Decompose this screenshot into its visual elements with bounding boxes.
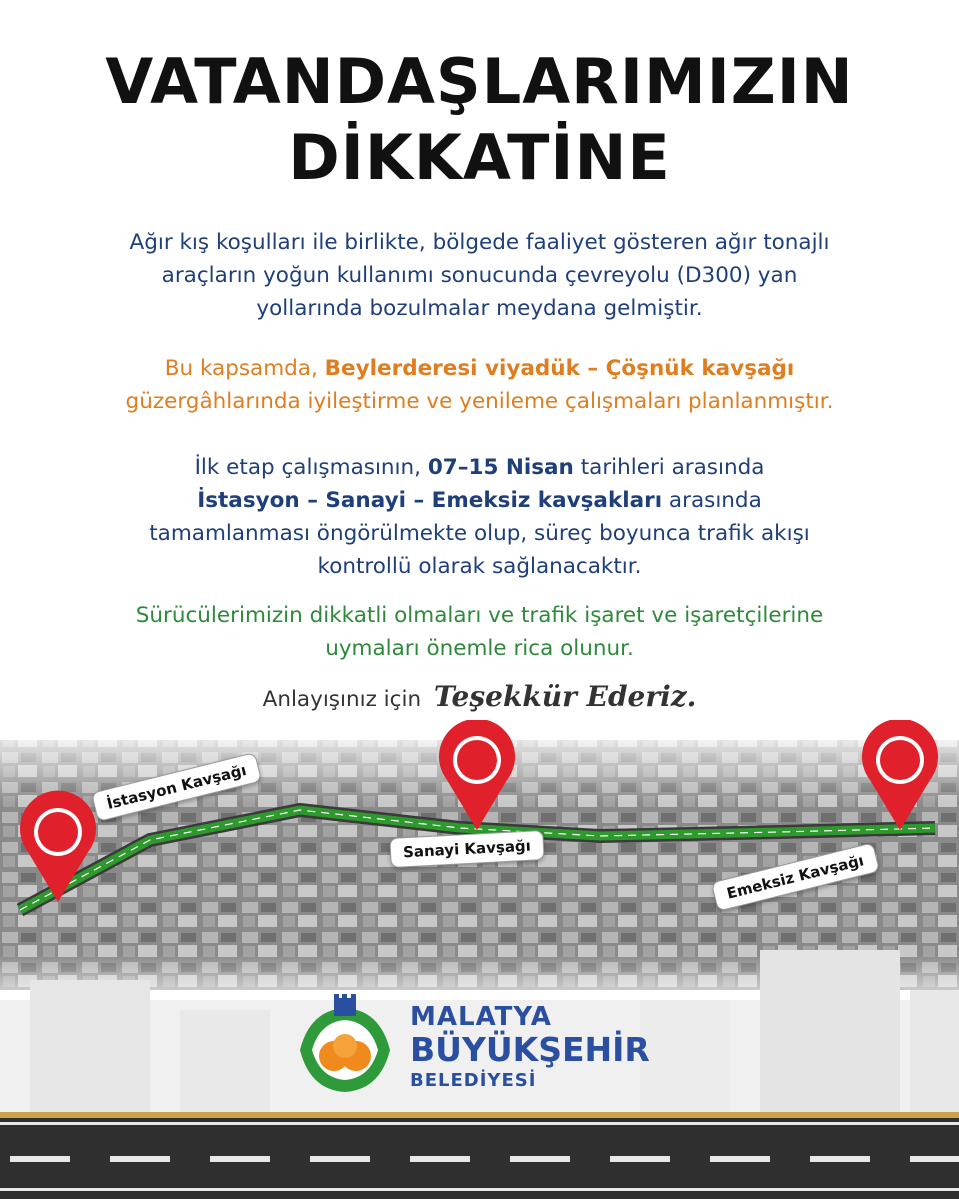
paragraph-line: uymaları önemle rica olunur. [325,636,634,661]
paragraph-text: tarihleri arasında [573,455,765,480]
paragraph-line: kontrollü olarak sağlanacaktır. [317,554,642,579]
paragraph-line: yollarında bozulmalar meydana gelmiştir. [256,296,703,321]
paragraph-text: arasında [662,488,762,513]
paragraph-scope [60,352,899,418]
pin-label-sanayi: Sanayi Kavşağı [389,830,544,868]
paragraph-line: Sürücülerimizin dikkatli olmaları ve trafik işaret ve işaretçilerine [135,603,824,628]
headline-line-2: DİKKATİNE [288,121,671,194]
pin-label-emeksiz: Emeksiz Kavşağı [711,842,880,911]
logo-text-sub: BELEDİYESİ [410,1070,537,1091]
logo-text-main: BÜYÜKŞEHİR [410,1030,650,1069]
logo-emblem-icon [290,990,400,1100]
junctions-highlight: İstasyon – Sanayi – Emeksiz kavşakları [197,488,663,513]
thanks-prefix: Anlayışınız için [262,687,422,712]
paragraph-line [60,352,899,385]
route-highlight: Beylerderesi viyadük – Çöşnük kavşağı [324,356,795,381]
pin-label-istasyon: İstasyon Kavşağı [91,752,262,822]
paragraph-line [60,484,899,517]
municipality-logo [290,990,670,1100]
paragraph-warning [60,599,899,665]
paragraph-schedule [60,451,899,583]
logo-text-city: MALATYA [410,1002,552,1032]
paragraph-text: İlk etap çalışmasının, [194,455,428,480]
paragraph-line: güzergâhlarında iyileştirme ve yenileme çalışmaları planlanmıştır. [125,389,834,414]
headline-line-1: VATANDAŞLARIMIZIN [105,45,854,118]
road-strip [0,1112,959,1199]
paragraph-line: tamamlanması öngörülmekte olup, süreç boyunca trafik akışı [149,521,810,546]
thanks-script: Teşekkür Ederiz. [433,680,697,713]
date-highlight: 07–15 Nisan [427,455,574,480]
thanks-line [0,680,959,713]
paragraph-conditions [60,226,899,325]
paragraph-text: Bu kapsamda, [164,356,325,381]
paragraph-line: araçların yoğun kullanımı sonucunda çevreyolu (D300) yan [161,263,798,288]
paragraph-line: Ağır kış koşulları ile birlikte, bölgede faaliyet gösteren ağır tonajlı [129,230,830,255]
paragraph-line [60,451,899,484]
